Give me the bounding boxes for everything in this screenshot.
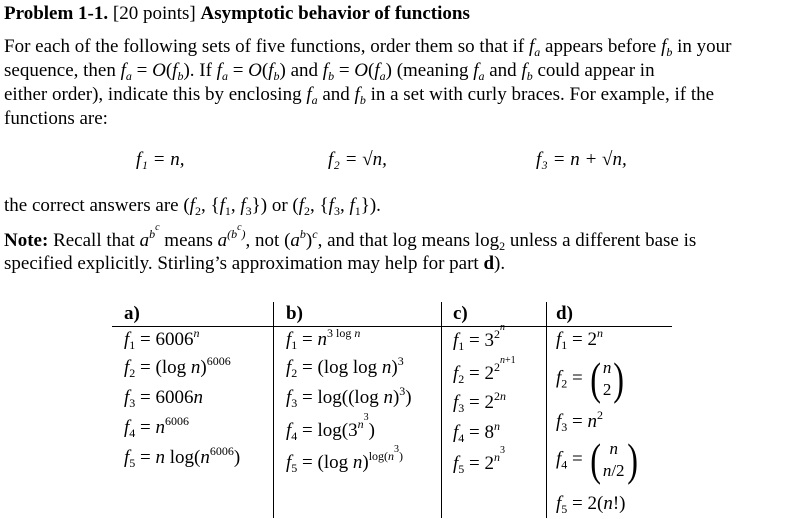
d-f4: $f_4$ = ( n n/2) xyxy=(556,434,638,485)
para-line-2: sequence, then $f_a = O(f_b)$. If $f_a = O(f_b)$ and $f_b = O(f_a)$ (meaning $f_a$ and $f_b$ could appear in xyxy=(4,60,655,83)
c-f1: $f_1 = 3^{2^n}$ xyxy=(453,322,505,353)
b-f5: $f_5 = (\log$ n)$^{log(n^3)}$ xyxy=(286,444,404,475)
d-f2: $f_2$ = ( n 2) xyxy=(556,353,625,404)
c-f4: $f_4 = 8^n$ xyxy=(453,419,500,445)
b-f2: $f_2 = (\log$ log n)$^3$ xyxy=(286,354,404,380)
d-f5: $f_5 = 2(n!)$ xyxy=(556,493,626,516)
col-header-b: b) xyxy=(286,303,303,324)
problem-heading xyxy=(4,2,470,26)
col-header-d: d) xyxy=(556,303,573,324)
a-f2: $f_2 = (\log$ n)$^{6006}$ xyxy=(124,354,231,380)
para-line-4: functions are: xyxy=(4,108,108,129)
table-divider-ab xyxy=(273,302,274,518)
a-f4: $f_4 = n^{6006}$ xyxy=(124,414,189,440)
b-f4: $f_4 = \log(3^{n^3})$ xyxy=(286,412,375,443)
c-f3: $f_3 = 2^{2n}$ xyxy=(453,389,506,415)
col-header-c: c) xyxy=(453,303,468,324)
table-divider-bc xyxy=(441,302,442,518)
note-line-1: Note: Recall that $a^{b^c}$ means $a^{(b^c)}$, not $(a^b)^c$, and that log means $\log_2$ unless a different base is xyxy=(4,222,697,253)
d-f3: $f_3 = n^2$ xyxy=(556,408,603,434)
a-f3: $f_3 = 6006n$ xyxy=(124,387,203,410)
d-f1: $f_1 = 2^n$ xyxy=(556,326,603,352)
note-line-2: specified explicitly. Stirling’s approximation may help for part d). xyxy=(4,253,506,274)
example-f1: f₁ = n, xyxy=(136,149,185,170)
col-header-a: a) xyxy=(124,303,140,324)
table-divider-cd xyxy=(546,302,547,518)
a-f1: $f_1 = 6006^n$ xyxy=(124,326,200,352)
example-f2: f₂ = √n, xyxy=(328,149,387,170)
answers-line: the correct answers are ($f_2$, {$f_1$, $f_3$}) or ($f_2$, {$f_3$, $f_1$}). xyxy=(4,195,381,218)
problem-title: Asymptotic behavior of functions xyxy=(200,3,470,24)
b-f1: $f_1 = n^{3 log n}$ xyxy=(286,326,361,352)
a-f5: $f_5 = n$ $\log(n^{6006})$ xyxy=(124,444,241,470)
para-line-1: For each of the following sets of five functions, order them so that if $f_a$ appears before $f_b$ in your xyxy=(4,36,732,59)
problem-points: [20 points] xyxy=(112,3,196,24)
para-line-3: either order), indicate this by enclosing $f_a$ and $f_b$ in a set with curly braces. For example, if the xyxy=(4,84,715,107)
example-f3: f₃ = n + √n, xyxy=(536,149,627,170)
c-f2: $f_2 = 2^{2^{n+1}}$ xyxy=(453,355,516,386)
problem-label: Problem 1-1. xyxy=(4,3,109,24)
c-f5: $f_5 = 2^{n^3}$ xyxy=(453,445,505,476)
b-f3: $f_3 = \log((\log$ n)$^3$) xyxy=(286,384,412,410)
